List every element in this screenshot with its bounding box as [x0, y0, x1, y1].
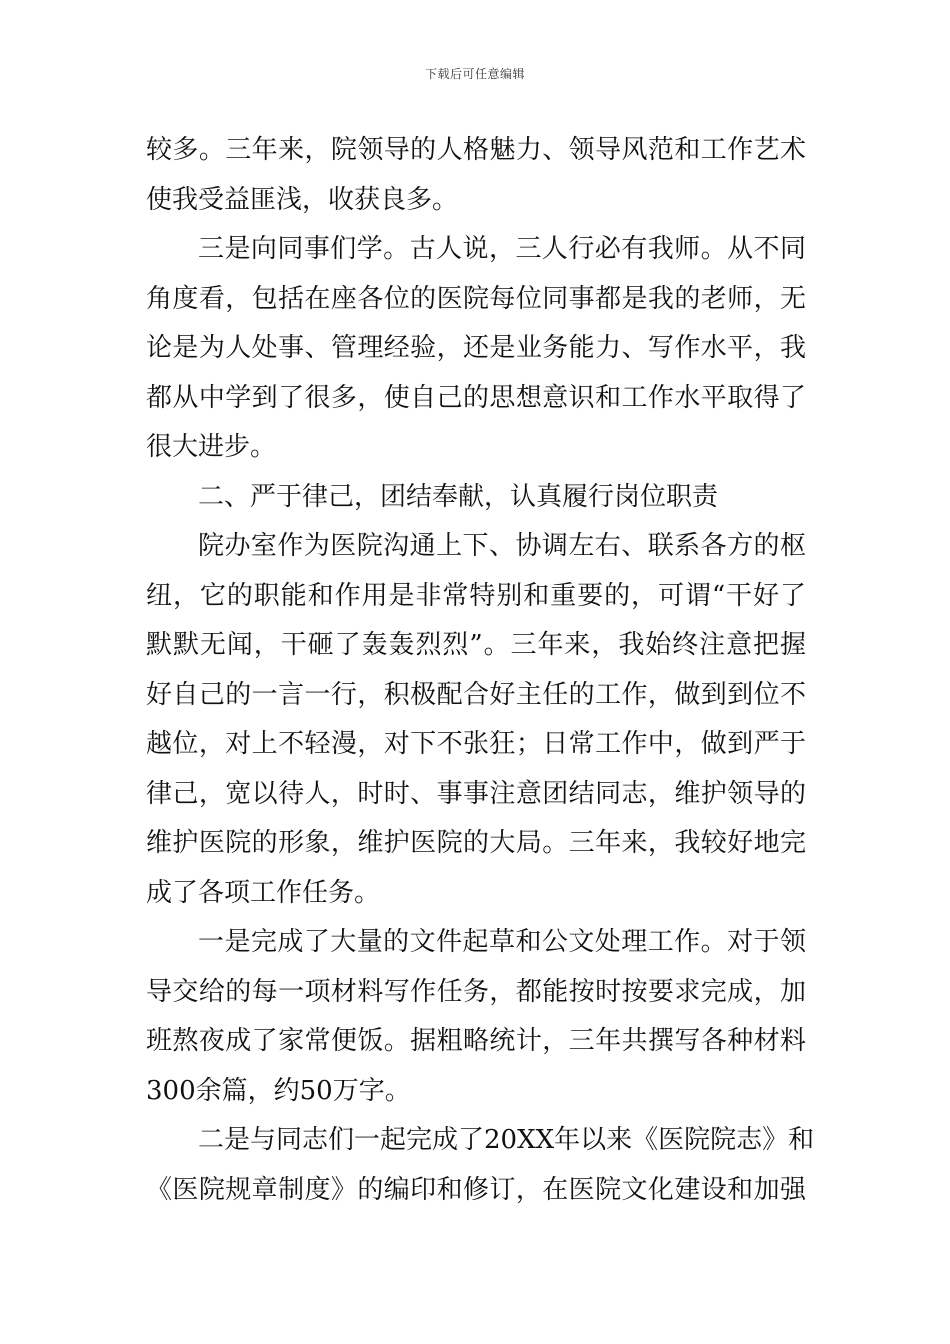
text-line: 成了各项工作任务。	[146, 877, 381, 908]
text-line: 都从中学到了很多，使自己的思想意识和工作水平取得了	[146, 382, 806, 413]
page-header: 下载后可任意编辑	[424, 67, 525, 81]
text-line: 一是完成了大量的文件起草和公文处理工作。对于领	[198, 927, 806, 957]
text-line: 纽，它的职能和作用是非常特别和重要的，可谓“干好了	[146, 580, 806, 611]
text-line: 好自己的一言一行，积极配合好主任的工作，做到到位不	[146, 679, 806, 710]
text-line: 班熬夜成了家常便饭。据粗略统计，三年共撰写各种材料	[146, 1026, 806, 1056]
text-line: 维护医院的形象，维护医院的大局。三年来，我较好地完	[146, 828, 806, 858]
text-line: 二是与同志们一起完成了20XX年以来《医院院志》和	[198, 1125, 815, 1155]
text-line: 较多。三年来，院领导的人格魅力、领导风范和工作艺术	[146, 135, 806, 165]
document-body	[146, 126, 815, 1215]
paragraph-2	[146, 225, 806, 473]
section-heading	[146, 473, 806, 523]
text-line: 很大进步。	[146, 432, 277, 462]
paragraph-1	[146, 126, 806, 225]
text-line: 《医院规章制度》的编印和修订，在医院文化建设和加强	[146, 1174, 806, 1205]
text-line: 300余篇，约50万字。	[146, 1075, 411, 1106]
text-line: 使我受益匪浅，收获良多。	[146, 184, 459, 215]
text-line: 默默无闻，干砸了轰轰烈烈”。三年来，我始终注意把握	[146, 630, 806, 660]
paragraph-5	[146, 1116, 815, 1215]
text-line: 院办室作为医院沟通上下、协调左右、联系各方的枢	[198, 531, 806, 561]
section-heading-text: 二、严于律己，团结奉献，认真履行岗位职责	[198, 481, 719, 512]
paragraph-3	[146, 522, 806, 918]
text-line: 导交给的每一项材料写作任务，都能按时按要求完成，加	[146, 976, 806, 1007]
text-line: 越位，对上不轻漫，对下不张狂；日常工作中，做到严于	[146, 729, 806, 759]
text-line: 三是向同事们学。古人说，三人行必有我师。从不同	[198, 234, 806, 264]
text-line: 论是为人处事、管理经验，还是业务能力、写作水平，我	[146, 333, 806, 363]
text-line: 律己，宽以待人，时时、事事注意团结同志，维护领导的	[146, 778, 806, 809]
paragraph-4	[146, 918, 806, 1116]
text-line: 角度看，包括在座各位的医院每位同事都是我的老师，无	[146, 283, 806, 314]
